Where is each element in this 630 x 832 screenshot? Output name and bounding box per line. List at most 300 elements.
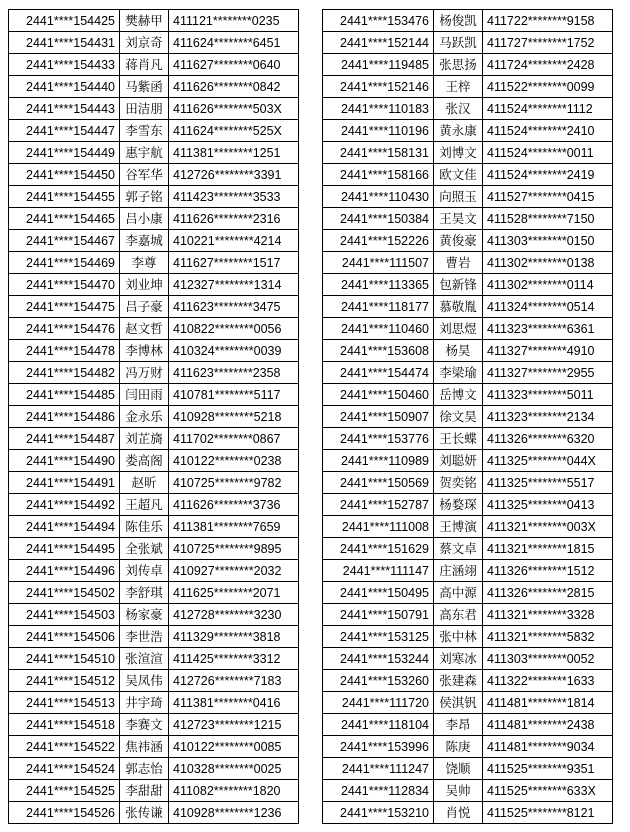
table-row: [9, 318, 299, 340]
table-row: [323, 32, 613, 54]
student-name-cell: 欧文佳: [434, 164, 483, 186]
id-number-cell: 411481********9034: [483, 736, 613, 758]
student-name-cell: 李甜甜: [120, 780, 169, 802]
student-name-cell: 陈佳乐: [120, 516, 169, 538]
table-row: [9, 76, 299, 98]
table-row: [9, 32, 299, 54]
student-name-cell: 马跃凯: [434, 32, 483, 54]
roster-table-right: [322, 9, 613, 824]
student-name-cell: 刘聪妍: [434, 450, 483, 472]
ticket-number-cell: 2441****113365: [323, 274, 434, 296]
id-number-cell: 411303********0052: [483, 648, 613, 670]
ticket-number-cell: 2441****154470: [9, 274, 120, 296]
ticket-number-cell: 2441****153244: [323, 648, 434, 670]
student-name-cell: 李嘉城: [120, 230, 169, 252]
id-number-cell: 411524********2410: [483, 120, 613, 142]
id-number-cell: 411323********6361: [483, 318, 613, 340]
table-row: [9, 120, 299, 142]
table-row: [323, 10, 613, 32]
student-name-cell: 张汉: [434, 98, 483, 120]
id-number-cell: 411481********1814: [483, 692, 613, 714]
student-name-cell: 黄俊豪: [434, 230, 483, 252]
student-name-cell: 李博林: [120, 340, 169, 362]
student-name-cell: 郭子铭: [120, 186, 169, 208]
table-row: [9, 186, 299, 208]
id-number-cell: 411425********3312: [169, 648, 299, 670]
ticket-number-cell: 2441****150460: [323, 384, 434, 406]
id-number-cell: 411722********9158: [483, 10, 613, 32]
id-number-cell: 411626********0842: [169, 76, 299, 98]
table-row: [9, 296, 299, 318]
id-number-cell: 411702********0867: [169, 428, 299, 450]
id-number-cell: 411121********0235: [169, 10, 299, 32]
table-row: [323, 714, 613, 736]
id-number-cell: 411325********044X: [483, 450, 613, 472]
table-row: [323, 560, 613, 582]
table-row: [323, 472, 613, 494]
id-number-cell: 410122********0238: [169, 450, 299, 472]
id-number-cell: 411524********2419: [483, 164, 613, 186]
id-number-cell: 412327********1314: [169, 274, 299, 296]
table-row: [323, 538, 613, 560]
ticket-number-cell: 2441****154503: [9, 604, 120, 626]
table-row: [323, 98, 613, 120]
id-number-cell: 411381********1251: [169, 142, 299, 164]
ticket-number-cell: 2441****111008: [323, 516, 434, 538]
ticket-number-cell: 2441****153776: [323, 428, 434, 450]
student-name-cell: 金永乐: [120, 406, 169, 428]
table-row: [9, 538, 299, 560]
id-number-cell: 410324********0039: [169, 340, 299, 362]
ticket-number-cell: 2441****154518: [9, 714, 120, 736]
table-row: [323, 252, 613, 274]
table-row: [323, 802, 613, 824]
table-row: [323, 604, 613, 626]
ticket-number-cell: 2441****154524: [9, 758, 120, 780]
id-number-cell: 411623********3475: [169, 296, 299, 318]
id-number-cell: 411522********0099: [483, 76, 613, 98]
student-name-cell: 全张斌: [120, 538, 169, 560]
id-number-cell: 411623********2358: [169, 362, 299, 384]
student-name-cell: 赵文哲: [120, 318, 169, 340]
student-name-cell: 王昊文: [434, 208, 483, 230]
ticket-number-cell: 2441****154474: [323, 362, 434, 384]
table-row: [9, 516, 299, 538]
student-name-cell: 樊赫甲: [120, 10, 169, 32]
id-number-cell: 411302********0138: [483, 252, 613, 274]
ticket-number-cell: 2441****158166: [323, 164, 434, 186]
ticket-number-cell: 2441****154450: [9, 164, 120, 186]
ticket-number-cell: 2441****110430: [323, 186, 434, 208]
table-row: [9, 428, 299, 450]
ticket-number-cell: 2441****154526: [9, 802, 120, 824]
student-name-cell: 庄涵翊: [434, 560, 483, 582]
ticket-number-cell: 2441****154485: [9, 384, 120, 406]
id-number-cell: 411326********6320: [483, 428, 613, 450]
id-number-cell: 411323********5011: [483, 384, 613, 406]
id-number-cell: 411624********525X: [169, 120, 299, 142]
table-row: [323, 274, 613, 296]
id-number-cell: 411423********3533: [169, 186, 299, 208]
student-name-cell: 包新锋: [434, 274, 483, 296]
table-row: [323, 186, 613, 208]
id-number-cell: 411329********3818: [169, 626, 299, 648]
ticket-number-cell: 2441****154490: [9, 450, 120, 472]
student-name-cell: 王梓: [434, 76, 483, 98]
table-row: [323, 76, 613, 98]
student-name-cell: 吕小康: [120, 208, 169, 230]
ticket-number-cell: 2441****118177: [323, 296, 434, 318]
student-name-cell: 侯淇钒: [434, 692, 483, 714]
table-row: [323, 516, 613, 538]
ticket-number-cell: 2441****112834: [323, 780, 434, 802]
ticket-number-cell: 2441****151629: [323, 538, 434, 560]
student-name-cell: 马紫函: [120, 76, 169, 98]
id-number-cell: 411321********3328: [483, 604, 613, 626]
student-name-cell: 刘芷旖: [120, 428, 169, 450]
student-name-cell: 吕子豪: [120, 296, 169, 318]
student-name-cell: 岳博文: [434, 384, 483, 406]
id-number-cell: 411381********0416: [169, 692, 299, 714]
id-number-cell: 412723********1215: [169, 714, 299, 736]
ticket-number-cell: 2441****158131: [323, 142, 434, 164]
id-number-cell: 410122********0085: [169, 736, 299, 758]
student-name-cell: 肖悦: [434, 802, 483, 824]
student-name-cell: 吴凤伟: [120, 670, 169, 692]
student-name-cell: 杨家豪: [120, 604, 169, 626]
student-name-cell: 刘京奇: [120, 32, 169, 54]
ticket-number-cell: 2441****119485: [323, 54, 434, 76]
table-row: [323, 318, 613, 340]
student-name-cell: 李赛文: [120, 714, 169, 736]
ticket-number-cell: 2441****154440: [9, 76, 120, 98]
ticket-number-cell: 2441****150569: [323, 472, 434, 494]
student-name-cell: 张建森: [434, 670, 483, 692]
id-number-cell: 411327********2955: [483, 362, 613, 384]
id-number-cell: 411322********1633: [483, 670, 613, 692]
ticket-number-cell: 2441****118104: [323, 714, 434, 736]
id-number-cell: 410781********5117: [169, 384, 299, 406]
student-name-cell: 李雪东: [120, 120, 169, 142]
id-number-cell: 411327********4910: [483, 340, 613, 362]
ticket-number-cell: 2441****154449: [9, 142, 120, 164]
student-name-cell: 杨昊: [434, 340, 483, 362]
id-number-cell: 411626********503X: [169, 98, 299, 120]
table-row: [9, 714, 299, 736]
student-name-cell: 王博演: [434, 516, 483, 538]
id-number-cell: 410927********2032: [169, 560, 299, 582]
table-row: [9, 142, 299, 164]
table-row: [9, 384, 299, 406]
ticket-number-cell: 2441****153210: [323, 802, 434, 824]
table-row: [9, 692, 299, 714]
ticket-number-cell: 2441****152144: [323, 32, 434, 54]
table-row: [323, 780, 613, 802]
student-name-cell: 杨俊凯: [434, 10, 483, 32]
ticket-number-cell: 2441****153260: [323, 670, 434, 692]
id-number-cell: 410928********1236: [169, 802, 299, 824]
student-name-cell: 张传谦: [120, 802, 169, 824]
ticket-number-cell: 2441****153476: [323, 10, 434, 32]
ticket-number-cell: 2441****111720: [323, 692, 434, 714]
table-row: [323, 582, 613, 604]
student-name-cell: 谷军华: [120, 164, 169, 186]
ticket-number-cell: 2441****150907: [323, 406, 434, 428]
id-number-cell: 410822********0056: [169, 318, 299, 340]
ticket-number-cell: 2441****154476: [9, 318, 120, 340]
ticket-number-cell: 2441****154465: [9, 208, 120, 230]
table-row: [323, 648, 613, 670]
table-row: [323, 362, 613, 384]
ticket-number-cell: 2441****154443: [9, 98, 120, 120]
student-name-cell: 黄永康: [434, 120, 483, 142]
table-row: [9, 340, 299, 362]
student-name-cell: 吴帅: [434, 780, 483, 802]
table-row: [9, 802, 299, 824]
id-number-cell: 412726********7183: [169, 670, 299, 692]
id-number-cell: 411627********0640: [169, 54, 299, 76]
ticket-number-cell: 2441****153608: [323, 340, 434, 362]
student-name-cell: 焦祎涵: [120, 736, 169, 758]
student-name-cell: 张渲渲: [120, 648, 169, 670]
ticket-number-cell: 2441****154478: [9, 340, 120, 362]
id-number-cell: 411302********0114: [483, 274, 613, 296]
ticket-number-cell: 2441****154475: [9, 296, 120, 318]
student-name-cell: 井宇琦: [120, 692, 169, 714]
ticket-number-cell: 2441****154512: [9, 670, 120, 692]
id-number-cell: 411528********7150: [483, 208, 613, 230]
table-row: [9, 758, 299, 780]
student-name-cell: 李舒琪: [120, 582, 169, 604]
ticket-number-cell: 2441****154467: [9, 230, 120, 252]
student-name-cell: 刘传卓: [120, 560, 169, 582]
id-number-cell: 411381********7659: [169, 516, 299, 538]
table-row: [9, 406, 299, 428]
student-name-cell: 高中源: [434, 582, 483, 604]
ticket-number-cell: 2441****153996: [323, 736, 434, 758]
student-name-cell: 闫田雨: [120, 384, 169, 406]
table-row: [323, 736, 613, 758]
roster-table-left: [8, 9, 299, 824]
table-row: [9, 780, 299, 802]
student-name-cell: 刘寒冰: [434, 648, 483, 670]
ticket-number-cell: 2441****111507: [323, 252, 434, 274]
table-row: [9, 208, 299, 230]
table-row: [9, 582, 299, 604]
table-row: [323, 758, 613, 780]
student-name-cell: 曹岩: [434, 252, 483, 274]
id-number-cell: 411082********1820: [169, 780, 299, 802]
student-name-cell: 娄高阁: [120, 450, 169, 472]
student-name-cell: 饶顺: [434, 758, 483, 780]
ticket-number-cell: 2441****110183: [323, 98, 434, 120]
ticket-number-cell: 2441****154447: [9, 120, 120, 142]
ticket-number-cell: 2441****110460: [323, 318, 434, 340]
student-name-cell: 李昂: [434, 714, 483, 736]
student-name-cell: 李尊: [120, 252, 169, 274]
id-number-cell: 410928********5218: [169, 406, 299, 428]
id-number-cell: 411626********3736: [169, 494, 299, 516]
table-row: [323, 494, 613, 516]
id-number-cell: 411527********0415: [483, 186, 613, 208]
table-row: [323, 428, 613, 450]
table-row: [323, 54, 613, 76]
id-number-cell: 411624********6451: [169, 32, 299, 54]
table-row: [323, 692, 613, 714]
table-row: [9, 164, 299, 186]
ticket-number-cell: 2441****154513: [9, 692, 120, 714]
student-name-cell: 李世浩: [120, 626, 169, 648]
student-name-cell: 惠宇航: [120, 142, 169, 164]
id-number-cell: 412728********3230: [169, 604, 299, 626]
table-row: [323, 208, 613, 230]
id-number-cell: 410725********9895: [169, 538, 299, 560]
table-row: [9, 626, 299, 648]
ticket-number-cell: 2441****154522: [9, 736, 120, 758]
ticket-number-cell: 2441****154455: [9, 186, 120, 208]
id-number-cell: 411524********1112: [483, 98, 613, 120]
id-number-cell: 411727********1752: [483, 32, 613, 54]
table-row: [9, 450, 299, 472]
student-name-cell: 向照玉: [434, 186, 483, 208]
ticket-number-cell: 2441****154425: [9, 10, 120, 32]
student-name-cell: 赵昕: [120, 472, 169, 494]
ticket-number-cell: 2441****154495: [9, 538, 120, 560]
student-name-cell: 蔡文卓: [434, 538, 483, 560]
id-number-cell: 411525********9351: [483, 758, 613, 780]
student-name-cell: 李梁瑜: [434, 362, 483, 384]
ticket-number-cell: 2441****154469: [9, 252, 120, 274]
id-number-cell: 411303********0150: [483, 230, 613, 252]
table-row: [9, 362, 299, 384]
table-row: [323, 340, 613, 362]
id-number-cell: 411325********5517: [483, 472, 613, 494]
id-number-cell: 411481********2438: [483, 714, 613, 736]
ticket-number-cell: 2441****110989: [323, 450, 434, 472]
ticket-number-cell: 2441****110196: [323, 120, 434, 142]
ticket-number-cell: 2441****150495: [323, 582, 434, 604]
table-row: [9, 54, 299, 76]
ticket-number-cell: 2441****154482: [9, 362, 120, 384]
id-number-cell: 411321********1815: [483, 538, 613, 560]
student-name-cell: 刘业坤: [120, 274, 169, 296]
student-name-cell: 刘博文: [434, 142, 483, 164]
id-number-cell: 412726********3391: [169, 164, 299, 186]
ticket-number-cell: 2441****152787: [323, 494, 434, 516]
table-row: [9, 670, 299, 692]
ticket-number-cell: 2441****154496: [9, 560, 120, 582]
ticket-number-cell: 2441****154486: [9, 406, 120, 428]
id-number-cell: 411326********1512: [483, 560, 613, 582]
table-row: [9, 10, 299, 32]
id-number-cell: 411625********2071: [169, 582, 299, 604]
table-row: [323, 406, 613, 428]
student-name-cell: 蒋肖凡: [120, 54, 169, 76]
id-number-cell: 410725********9782: [169, 472, 299, 494]
student-name-cell: 杨婺琛: [434, 494, 483, 516]
table-row: [9, 648, 299, 670]
table-row: [9, 604, 299, 626]
ticket-number-cell: 2441****154492: [9, 494, 120, 516]
id-number-cell: 411525********8121: [483, 802, 613, 824]
student-name-cell: 郭志怡: [120, 758, 169, 780]
ticket-number-cell: 2441****152146: [323, 76, 434, 98]
id-number-cell: 411323********2134: [483, 406, 613, 428]
table-row: [323, 142, 613, 164]
table-row: [323, 164, 613, 186]
student-name-cell: 田洁朋: [120, 98, 169, 120]
roster-table-left-body: [9, 10, 299, 824]
ticket-number-cell: 2441****154491: [9, 472, 120, 494]
table-row: [9, 472, 299, 494]
id-number-cell: 410328********0025: [169, 758, 299, 780]
table-row: [9, 274, 299, 296]
table-row: [323, 626, 613, 648]
student-name-cell: 张中林: [434, 626, 483, 648]
ticket-number-cell: 2441****154431: [9, 32, 120, 54]
id-number-cell: 411627********1517: [169, 252, 299, 274]
table-row: [323, 384, 613, 406]
id-number-cell: 411626********2316: [169, 208, 299, 230]
table-row: [323, 296, 613, 318]
ticket-number-cell: 2441****111147: [323, 560, 434, 582]
table-row: [9, 252, 299, 274]
id-number-cell: 411524********0011: [483, 142, 613, 164]
table-row: [323, 450, 613, 472]
student-name-cell: 刘思煜: [434, 318, 483, 340]
table-row: [9, 230, 299, 252]
student-name-cell: 冯万财: [120, 362, 169, 384]
table-row: [9, 736, 299, 758]
ticket-number-cell: 2441****111247: [323, 758, 434, 780]
id-number-cell: 411321********003X: [483, 516, 613, 538]
id-number-cell: 411525********633X: [483, 780, 613, 802]
table-row: [9, 98, 299, 120]
ticket-number-cell: 2441****154510: [9, 648, 120, 670]
ticket-number-cell: 2441****154525: [9, 780, 120, 802]
student-name-cell: 高东君: [434, 604, 483, 626]
ticket-number-cell: 2441****153125: [323, 626, 434, 648]
id-number-cell: 411324********0514: [483, 296, 613, 318]
ticket-number-cell: 2441****150791: [323, 604, 434, 626]
student-name-cell: 陈庚: [434, 736, 483, 758]
ticket-number-cell: 2441****154433: [9, 54, 120, 76]
student-name-cell: 王超凡: [120, 494, 169, 516]
ticket-number-cell: 2441****154502: [9, 582, 120, 604]
ticket-number-cell: 2441****154487: [9, 428, 120, 450]
table-row: [323, 120, 613, 142]
ticket-number-cell: 2441****150384: [323, 208, 434, 230]
student-name-cell: 徐文昊: [434, 406, 483, 428]
table-row: [323, 230, 613, 252]
table-row: [9, 560, 299, 582]
ticket-number-cell: 2441****154506: [9, 626, 120, 648]
table-row: [9, 494, 299, 516]
student-name-cell: 王长蝶: [434, 428, 483, 450]
id-number-cell: 411326********2815: [483, 582, 613, 604]
id-number-cell: 411724********2428: [483, 54, 613, 76]
id-number-cell: 411321********5832: [483, 626, 613, 648]
student-name-cell: 贺奕铭: [434, 472, 483, 494]
student-name-cell: 慕敬胤: [434, 296, 483, 318]
table-row: [323, 670, 613, 692]
ticket-number-cell: 2441****152226: [323, 230, 434, 252]
roster-table-right-body: [323, 10, 613, 824]
id-number-cell: 410221********4214: [169, 230, 299, 252]
id-number-cell: 411325********0413: [483, 494, 613, 516]
ticket-number-cell: 2441****154494: [9, 516, 120, 538]
student-name-cell: 张思扬: [434, 54, 483, 76]
